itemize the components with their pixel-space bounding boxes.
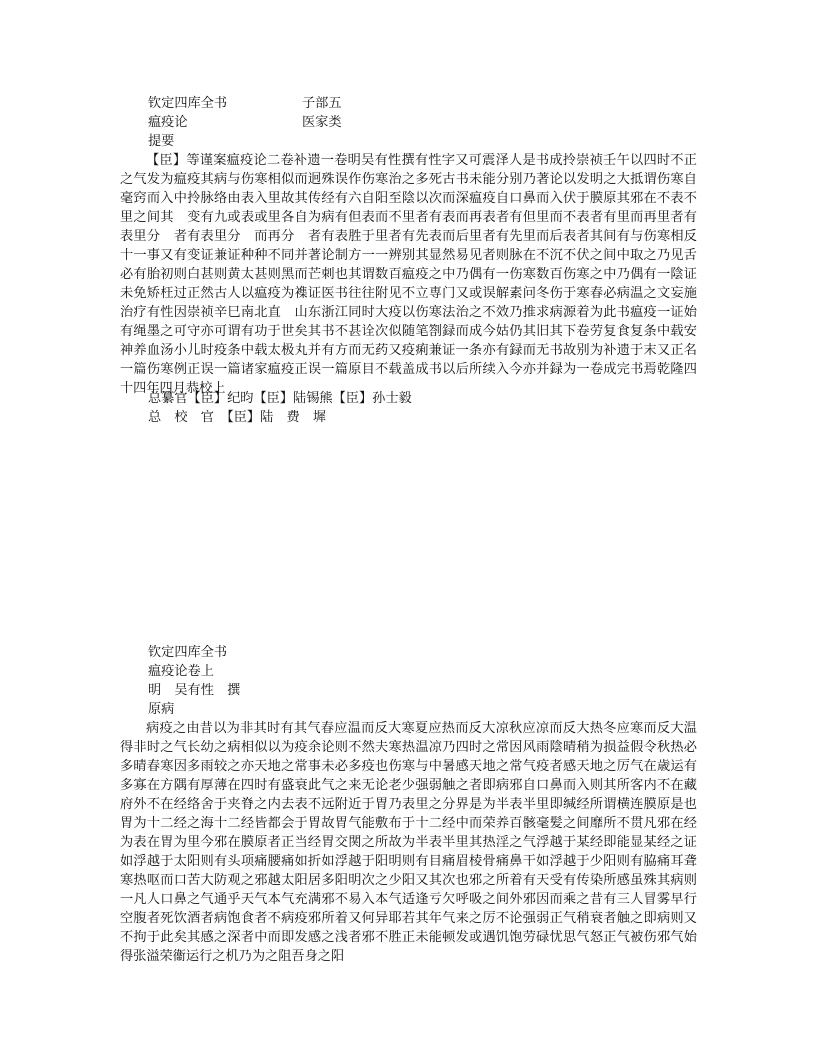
subheading-tiyao: 提要 [148, 134, 175, 149]
book-section: 子部五 [302, 96, 342, 111]
credits-line-chief-editors: 总纂官【臣】纪昀【臣】陆锡熊【臣】孙士毅 [148, 391, 412, 406]
book-title: 钦定四库全书 [148, 96, 228, 111]
credits-line-proofreader: 总 校 官 【臣】陆 费 墀 [148, 410, 327, 425]
section-title: 原病 [148, 702, 175, 717]
book-title-2: 钦定四库全书 [148, 645, 228, 660]
work-category: 医家类 [302, 115, 342, 130]
summary-paragraph: 【臣】等谨案瘟疫论二卷补遗一卷明吴有性撰有性字又可震泽人是书成拎崇祯壬午以四时不正之气发为瘟疫其病与伤寒相似而迥殊误作伤寒治之多死古书未能分别乃著论以发明之大抵谓伤寒自毫窍而入中拎脉络由表入里故其传经有六自阳至陰以次而深瘟疫自口鼻而入伏于膜原其邪在不表不里之间其 变有九或表或里各自为病有但表而不里者有表而再表者有但里而不表者有里而再里者有表里分 者有表里分 而再分 者有表胜于里者有先表而后里者有先里而后表者其间有与伤寒相反十一事又有变证兼证种种不同并著论制方一一辨别其显然易见者则脉在不沉不伏之间中取之乃见舌必有胎初则白甚则黄太甚则黑而芒刺也其谓数百瘟疫之中乃偶有一伤寒数百伤寒之中乃偶有一陰证未免矫枉过正然古人以瘟疫为襍证医书往往附见不立専门又或误解素问冬伤于寒春必病温之文妄施治疗有性因崇祯辛巳南北直 山东浙江同时大疫以伤寒法治之不效乃推求病源着为此书瘟疫一证始有绳墨之可守亦可谓有功于世矣其书不甚诠次似随笔劄録而成今姑仍其旧其下卷劳复食复条中载安神养血汤小儿时疫条中载太极丸并有方而无药又疫痢兼证一条亦有録而无书故别为补遗于末又正名一篇伤寒例正误一篇诸家瘟疫正误一篇原目不载盖成书以后所续入今亦并録为一卷成完书焉乾隆四十四年四月恭校上 [120, 153, 697, 396]
volume-title: 瘟疫论卷上 [148, 664, 214, 679]
author-line: 明 吴有性 撰 [148, 683, 241, 698]
body-paragraph: 病疫之由昔以为非其时有其气春应温而反大寒夏应热而反大凉秋应凉而反大热冬应寒而反大温得非时之气长幼之病相似以为疫余论则不然夫寒热温凉乃四时之常因风雨陰晴稍为损益假令秋热必多晴春寒因多雨较之亦天地之常事未必多疫也伤寒与中暑感天地之常气疫者感天地之厉气在歳运有多寡在方隅有厚薄在四时有盛衰此气之来无论老少强弱触之者即病邪自口鼻而入则其所客内不在藏府外不在经络舍于夹脊之内去表不远附近于胃乃表里之分界是为半表半里即缄经所谓横连膜原是也胃为十二经之海十二经皆都会于胃故胃气能敷布于十二经中而荣养百骸毫髪之间靡所不贯凡邪在经为表在胃为里今邪在膜原者正当经胃交関之所故为半表半里其热淫之气浮越于某经即能显某经之证如浮越于太阳则有头项痛腰痛如折如浮越于阳明则有目痛眉棱骨痛鼻干如浮越于少阳则有脇痛耳聋寒热呕而口苦大防观之邪越太阳居多阳明次之少阳又其次也邪之所着有天受有传染所感虽殊其病则一凡人口鼻之气通乎天气本气充满邪不易入本气适逢亏欠呼吸之间外邪因而乘之昔有三人冒雾早行空腹者死饮酒者病饱食者不病疫邪所着又何异耶若其年气来之厉不论强弱正气稍衰者触之即病则又不拘于此矣其感之深者中而即发感之浅者邪不胜正未能顿发或遇饥饱劳碌忧思气怒正气被伤邪气始得张溢荣衞运行之机乃为之阻吾身之阳 [120, 721, 697, 964]
work-title: 瘟疫论 [148, 115, 188, 130]
